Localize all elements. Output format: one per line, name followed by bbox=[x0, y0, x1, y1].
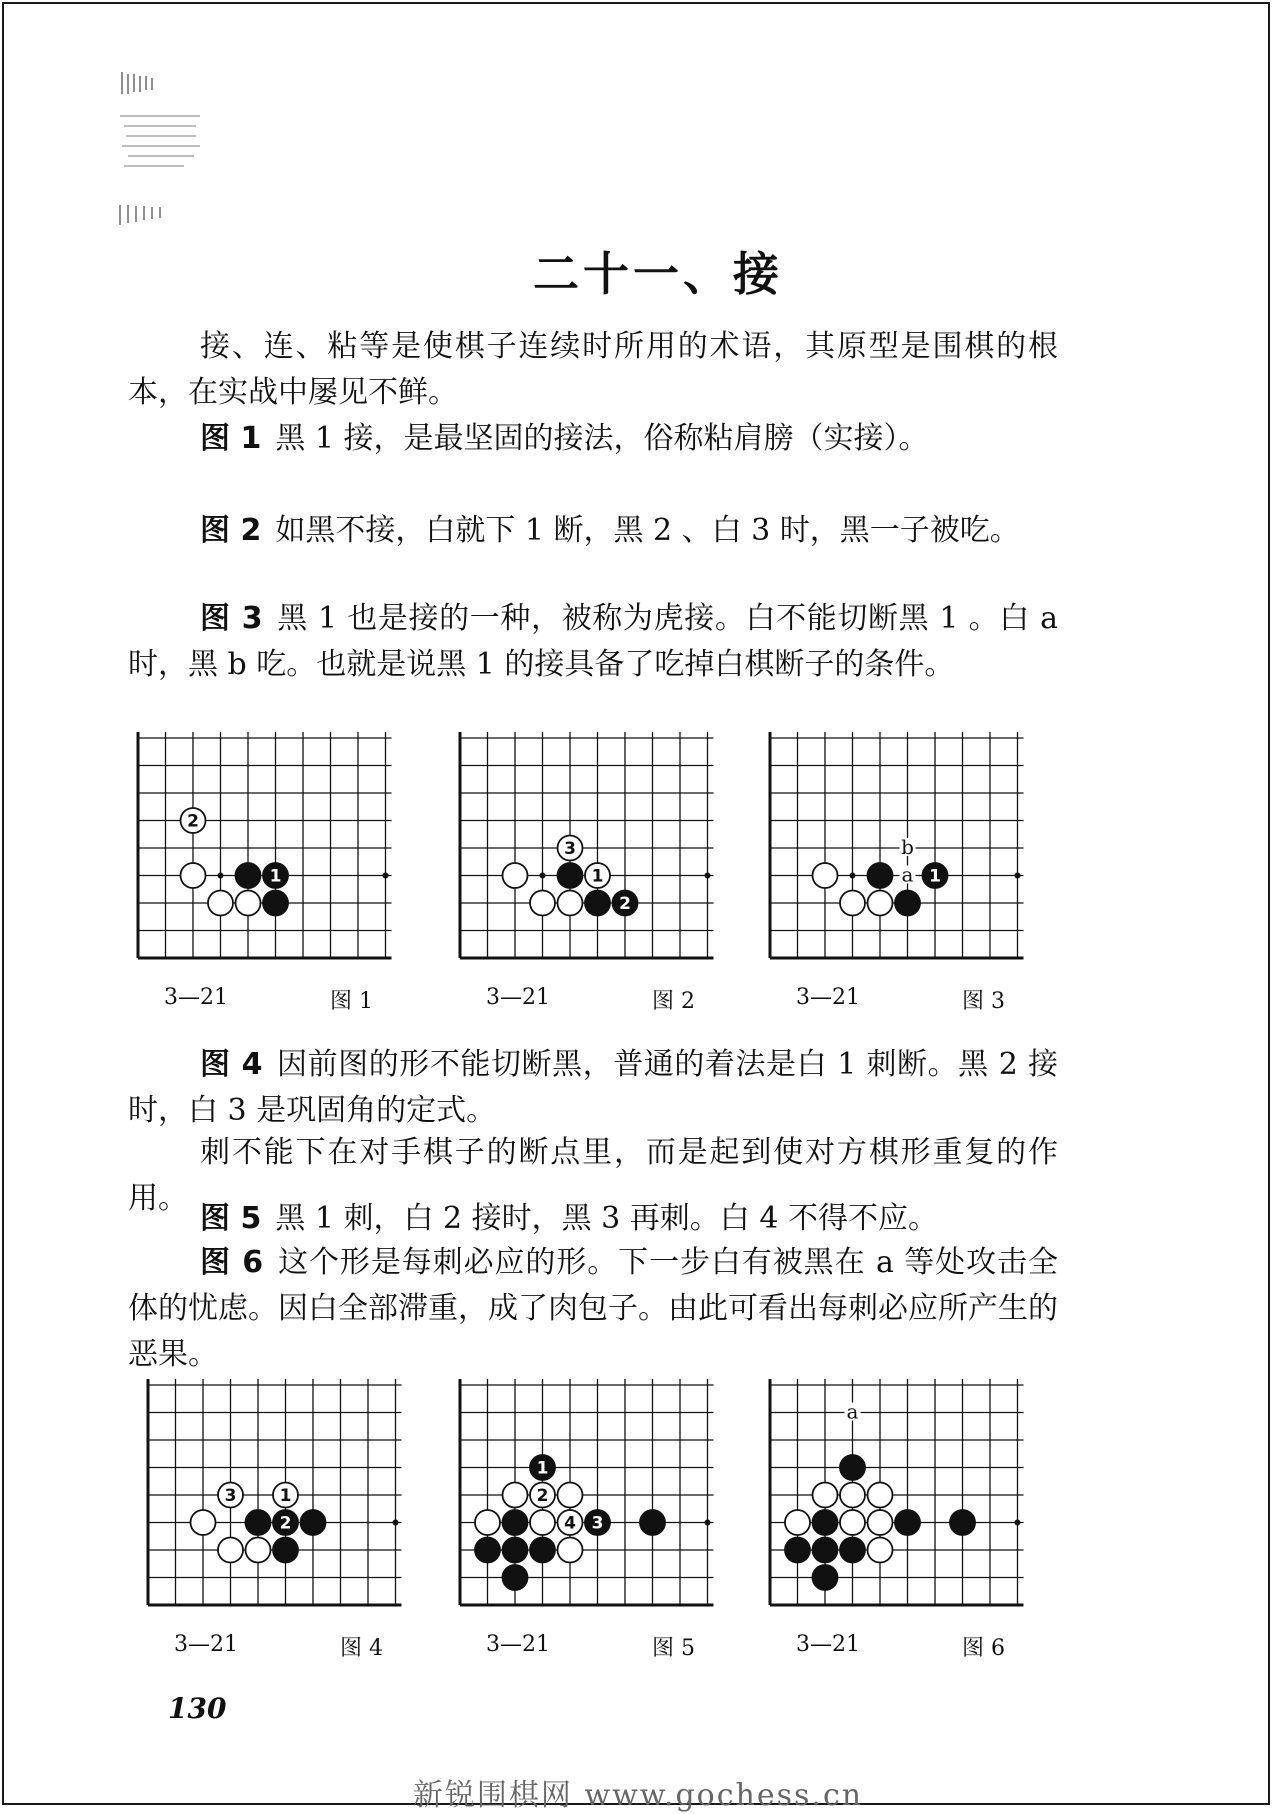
stone-number: 2 bbox=[187, 811, 199, 832]
white-stone bbox=[785, 1510, 810, 1535]
star-point bbox=[1015, 1520, 1021, 1526]
white-stone bbox=[218, 1538, 243, 1563]
board-grid bbox=[770, 732, 1024, 958]
black-stone bbox=[813, 1565, 838, 1590]
go-diagram-1 bbox=[130, 728, 430, 1028]
white-stone bbox=[840, 1483, 865, 1508]
white-stone bbox=[813, 863, 838, 888]
board-grid bbox=[138, 732, 392, 958]
stone-number: 1 bbox=[591, 866, 604, 887]
diagram-code: 3—21 bbox=[796, 985, 860, 1010]
white-stone bbox=[503, 1483, 528, 1508]
white-stone bbox=[558, 1510, 583, 1535]
stone-number: 1 bbox=[279, 1486, 292, 1506]
black-stone bbox=[301, 1510, 326, 1535]
white-stone bbox=[181, 808, 206, 833]
board-dot bbox=[218, 873, 224, 879]
black-stone bbox=[950, 1510, 975, 1535]
black-stone bbox=[503, 1510, 528, 1535]
black-stone bbox=[895, 1510, 920, 1535]
white-stone bbox=[208, 891, 233, 916]
paragraph-fig6 bbox=[128, 1240, 1058, 1378]
black-stone bbox=[530, 1538, 555, 1563]
paragraph-text: 接、连、粘等是使棋子连续时所用的术语，其原型是围棋的根本，在实战中屡见不鲜。 bbox=[128, 329, 1058, 410]
white-stone bbox=[868, 1538, 893, 1563]
go-diagram-3 bbox=[762, 728, 1062, 1028]
black-stone bbox=[273, 1538, 298, 1563]
black-stone bbox=[840, 1455, 865, 1480]
star-point bbox=[383, 873, 389, 879]
diagram-code: 3—21 bbox=[174, 1632, 238, 1657]
black-stone bbox=[895, 891, 920, 916]
paragraph-fig2 bbox=[128, 508, 1058, 554]
figure-label: 图 2 bbox=[200, 513, 262, 548]
figure-label: 图 6 bbox=[200, 1245, 264, 1280]
black-stone bbox=[840, 1538, 865, 1563]
black-stone bbox=[785, 1538, 810, 1563]
white-stone bbox=[813, 1483, 838, 1508]
star-point bbox=[1015, 873, 1021, 879]
board-letter: b bbox=[901, 835, 914, 859]
white-stone bbox=[191, 1510, 216, 1535]
figure-label: 图 1 bbox=[200, 421, 262, 456]
black-stone bbox=[585, 891, 610, 916]
stone-number: 2 bbox=[279, 1513, 292, 1534]
paragraph-fig5 bbox=[128, 1196, 1058, 1242]
paragraph-text: 黑 1 刺，白 2 接时，黑 3 再刺。白 4 不得不应。 bbox=[275, 1201, 938, 1236]
diagram-caption: 图 3 bbox=[962, 989, 1005, 1014]
black-stone bbox=[503, 1538, 528, 1563]
figure-label: 图 5 bbox=[200, 1201, 262, 1236]
white-stone bbox=[273, 1483, 298, 1508]
black-stone bbox=[530, 1455, 555, 1480]
white-stone bbox=[475, 1510, 500, 1535]
white-stone bbox=[558, 1538, 583, 1563]
paragraph-text: 刺不能下在对手棋子的断点里，而是起到使对方棋形重复的作用。 bbox=[128, 1135, 1058, 1216]
go-diagram-6 bbox=[762, 1375, 1062, 1675]
white-stone bbox=[868, 1510, 893, 1535]
stone-number: 4 bbox=[564, 1513, 576, 1534]
board-dot bbox=[850, 873, 856, 879]
paragraph-text: 这个形是每刺必应的形。下一步白有被黑在 a 等处攻击全体的忧虑。因白全部滞重，成了肉包子。由此可看出每刺必应所产生的恶果。 bbox=[128, 1245, 1058, 1372]
stone-number: 2 bbox=[619, 894, 631, 914]
figure-label: 图 4 bbox=[200, 1047, 263, 1082]
stone-number: 1 bbox=[269, 866, 282, 887]
black-stone bbox=[246, 1510, 271, 1535]
white-stone bbox=[246, 1538, 271, 1563]
paragraph-text: 黑 1 接，是最坚固的接法，俗称粘肩膀（实接）。 bbox=[275, 421, 929, 456]
black-stone bbox=[813, 1510, 838, 1535]
white-stone bbox=[503, 863, 528, 888]
diagram-code: 3—21 bbox=[486, 1632, 550, 1657]
black-stone bbox=[263, 891, 288, 916]
board-letter: a bbox=[901, 862, 914, 887]
board-grid bbox=[460, 732, 714, 958]
black-stone bbox=[923, 863, 948, 888]
white-stone bbox=[840, 891, 865, 916]
black-stone bbox=[475, 1538, 500, 1563]
black-stone bbox=[263, 863, 288, 888]
paragraph-fig1 bbox=[128, 416, 1058, 462]
board-grid bbox=[460, 1379, 714, 1605]
black-stone bbox=[585, 1510, 610, 1535]
white-stone bbox=[558, 891, 583, 916]
paragraph-text: 如黑不接，白就下 1 断，黑 2 、白 3 时，黑一子被吃。 bbox=[275, 513, 1020, 548]
black-stone bbox=[503, 1565, 528, 1590]
stone-number: 3 bbox=[564, 839, 576, 859]
white-stone bbox=[840, 1510, 865, 1535]
black-stone bbox=[613, 891, 638, 916]
black-stone bbox=[273, 1510, 298, 1535]
paragraph-intro bbox=[128, 324, 1058, 416]
stone-number: 2 bbox=[536, 1486, 549, 1506]
diagram-code: 3—21 bbox=[164, 985, 228, 1010]
star-point bbox=[705, 1520, 711, 1526]
paragraph-text: 因前图的形不能切断黑，普通的着法是白 1 刺断。黑 2 接时，白 3 是巩固角的定式。 bbox=[128, 1047, 1058, 1128]
diagram-code: 3—21 bbox=[486, 985, 550, 1010]
black-stone bbox=[558, 863, 583, 888]
stone-number: 1 bbox=[536, 1458, 549, 1479]
go-diagram-5 bbox=[452, 1375, 752, 1675]
page-number: 130 bbox=[168, 1692, 227, 1725]
stone-number: 1 bbox=[929, 866, 941, 887]
paragraph-text: 黑 1 也是接的一种，被称为虎接。白不能切断黑 1 。白 a 时，黑 b 吃。也就是说黑 1 的接具备了吃掉白棋断子的条件。 bbox=[128, 601, 1058, 682]
diagram-caption: 图 1 bbox=[330, 989, 373, 1014]
board-grid bbox=[770, 1379, 1024, 1605]
white-stone bbox=[236, 891, 261, 916]
black-stone bbox=[236, 863, 261, 888]
black-stone bbox=[868, 863, 893, 888]
stone-number: 3 bbox=[591, 1513, 604, 1534]
black-stone bbox=[640, 1510, 665, 1535]
diagram-caption: 图 4 bbox=[340, 1636, 383, 1661]
paragraph-fig3 bbox=[128, 596, 1058, 688]
diagram-caption: 图 2 bbox=[652, 989, 695, 1014]
white-stone bbox=[558, 1483, 583, 1508]
white-stone bbox=[218, 1483, 243, 1508]
paragraph-fig4 bbox=[128, 1042, 1058, 1134]
diagram-caption: 图 6 bbox=[962, 1636, 1005, 1661]
page-title: 二十一、接 bbox=[533, 247, 783, 301]
white-stone bbox=[868, 1483, 893, 1508]
white-stone bbox=[558, 836, 583, 861]
white-stone bbox=[181, 863, 206, 888]
star-point bbox=[705, 873, 711, 879]
white-stone bbox=[530, 1510, 555, 1535]
white-stone bbox=[585, 863, 610, 888]
black-stone bbox=[813, 1538, 838, 1563]
diagram-code: 3—21 bbox=[796, 1632, 860, 1657]
diagram-caption: 图 5 bbox=[652, 1636, 695, 1661]
star-point bbox=[393, 1520, 399, 1526]
board-letter: a bbox=[846, 1399, 859, 1424]
stone-number: 3 bbox=[224, 1486, 237, 1506]
white-stone bbox=[868, 891, 893, 916]
board-dot bbox=[540, 873, 546, 879]
white-stone bbox=[530, 891, 555, 916]
figure-label: 图 3 bbox=[200, 601, 263, 636]
white-stone bbox=[530, 1483, 555, 1508]
site-watermark: 新锐围棋网 www.gochess.cn bbox=[412, 1778, 864, 1813]
go-diagram-2 bbox=[452, 728, 752, 1028]
go-diagram-4 bbox=[140, 1375, 440, 1675]
